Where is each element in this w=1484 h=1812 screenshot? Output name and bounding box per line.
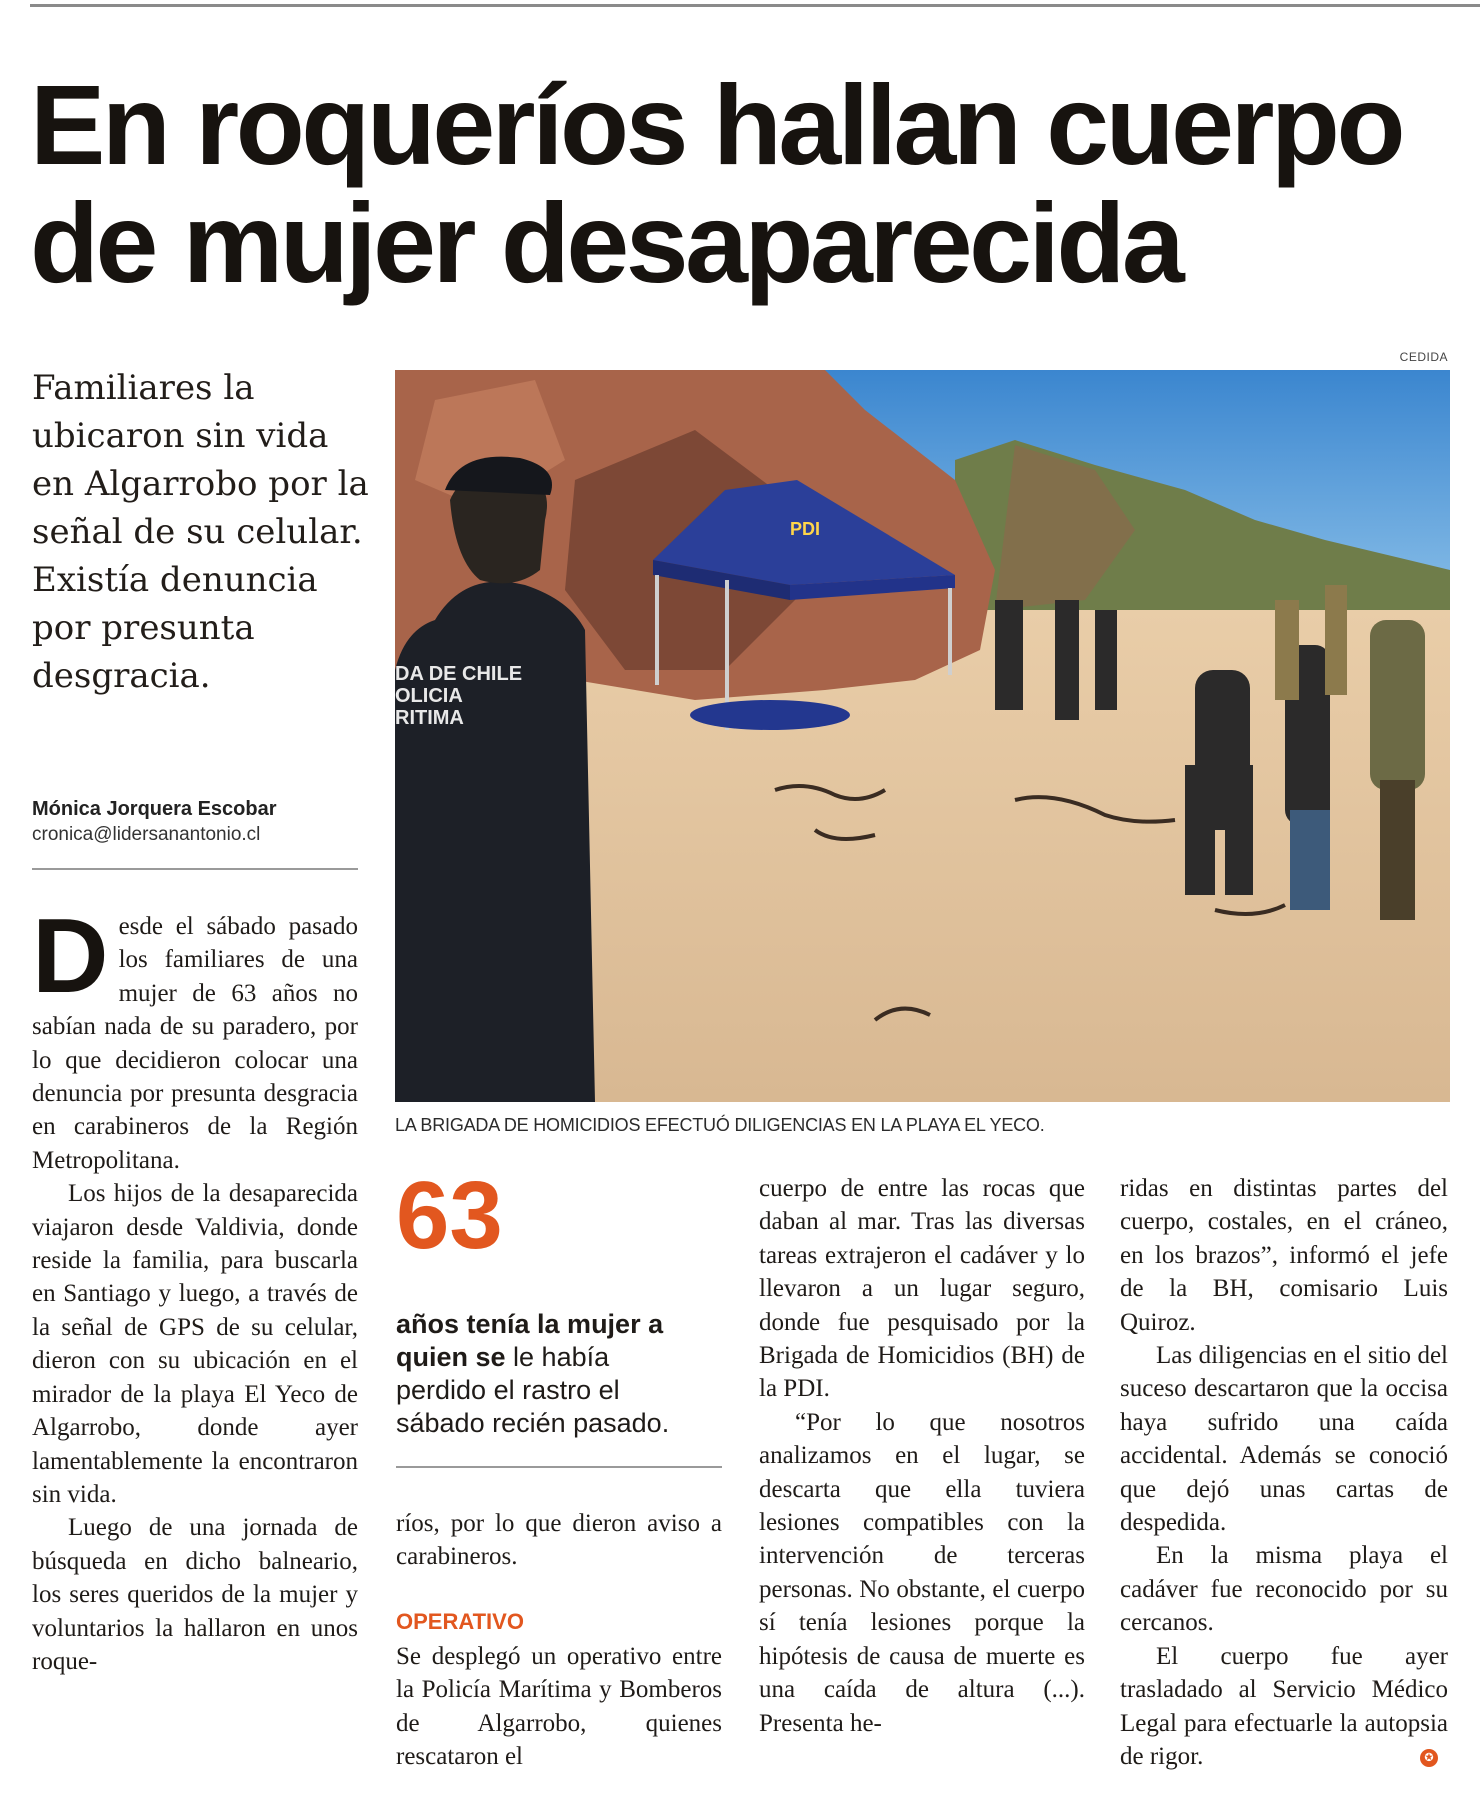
paragraph-4-continued: cuerpo de entre las rocas que daban al mar. Tras las diversas tareas extrajeron el cadáver y lo llevaron a un lugar seguro, donde fue pesquisado por la Brigada de Homicidios (BH) de la PDI. <box>759 1175 1085 1403</box>
paragraph-8: El cuerpo fue ayer trasladado al Servicio Médico Legal para efectuarle la autopsia de rigor. <box>1120 1642 1448 1770</box>
paragraph-3-continued: ríos, por lo que dieron aviso a carabineros. <box>396 1510 722 1571</box>
article-column-2b <box>396 1640 722 1774</box>
deck: Familiares la ubicaron sin vida en Algarrobo por la señal de su celular. Existía denuncia por presunta desgracia. <box>32 368 369 696</box>
paragraph-6: Las diligencias en el sitio del suceso descartaron que la occisa haya sufrido una caída accidental. Además se conoció que dejó unas cartas de despedida. <box>1120 1342 1448 1537</box>
top-rule <box>30 4 1480 7</box>
byline-email[interactable]: cronica@lidersanantonio.cl <box>32 824 261 845</box>
paragraph-7: En la misma playa el cadáver fue reconocido por su cercanos. <box>1120 1542 1448 1637</box>
paragraph-4: Se desplegó un operativo entre la Policía Marítima y Bomberos de Algarrobo, quienes rescataron el <box>396 1643 722 1771</box>
article-column-2 <box>396 1507 722 1574</box>
headline: En roqueríos hallan cuerpo de mujer desaparecida <box>30 62 1402 306</box>
byline-name: Mónica Jorquera Escobar <box>32 798 277 820</box>
news-photo <box>395 370 1450 1102</box>
stat-text-regular: le había perdido el rastro el sábado recién pasado. <box>396 1342 670 1438</box>
article-column-3 <box>759 1172 1085 1740</box>
paragraph-1: esde el sábado pasado los familiares de una mujer de 63 años no sabían nada de su paradero, por lo que decidieron colocar una denuncia por presunta desgracia en carabineros de la Región Metropolitana. <box>32 913 358 1174</box>
stat-text-bold: años tenía la mujer a quien se <box>396 1309 664 1372</box>
end-of-article-icon: ✪ <box>1420 1749 1438 1767</box>
body-bag <box>690 700 850 730</box>
paragraph-2: Los hijos de la desaparecida viajaron desde Valdivia, donde reside la familia, para buscarla en Santiago y luego, a través de la señal de GPS de su celular, dieron con su ubicación en el mirador de la playa El Yeco de Algarrobo, donde ayer lamentablemente la encontraron sin vida. <box>32 1180 358 1508</box>
photo-caption: LA BRIGADA DE HOMICIDIOS EFECTUÓ DILIGENCIAS EN LA PLAYA EL YECO. <box>395 1115 1045 1135</box>
subhead-operativo: OPERATIVO <box>396 1609 524 1634</box>
stat-text <box>396 1308 696 1440</box>
stat-number: 63 <box>396 1162 503 1269</box>
paragraph-3: Luego de una jornada de búsqueda en dicho balneario, los seres queridos de la mujer y voluntarios la hallaron en unos roque- <box>32 1514 358 1675</box>
byline-rule <box>32 868 358 870</box>
tent-label: PDI <box>790 519 821 539</box>
vest-text: DA DE CHILE OLICIA RITIMA <box>395 663 523 729</box>
paragraph-5: “Por lo que nosotros analizamos en el lugar, se descarta que ella tuviera lesiones compatibles con la intervención de terceras personas. No obstante, el cuerpo sí tenía lesiones porque la hipótesis de causa de muerte es una caída de altura (...). Presenta he- <box>759 1408 1085 1737</box>
article-column-1 <box>32 897 358 1678</box>
article-column-4 <box>1120 1172 1448 1773</box>
photo-credit: CEDIDA <box>1399 350 1448 364</box>
stat-rule <box>396 1466 722 1468</box>
drop-cap: D <box>32 897 109 1015</box>
paragraph-5-continued: ridas en distintas partes del cuerpo, costales, en el cráneo, en los brazos”, informó el jefe de la BH, comisario Luis Quiroz. <box>1120 1175 1448 1336</box>
